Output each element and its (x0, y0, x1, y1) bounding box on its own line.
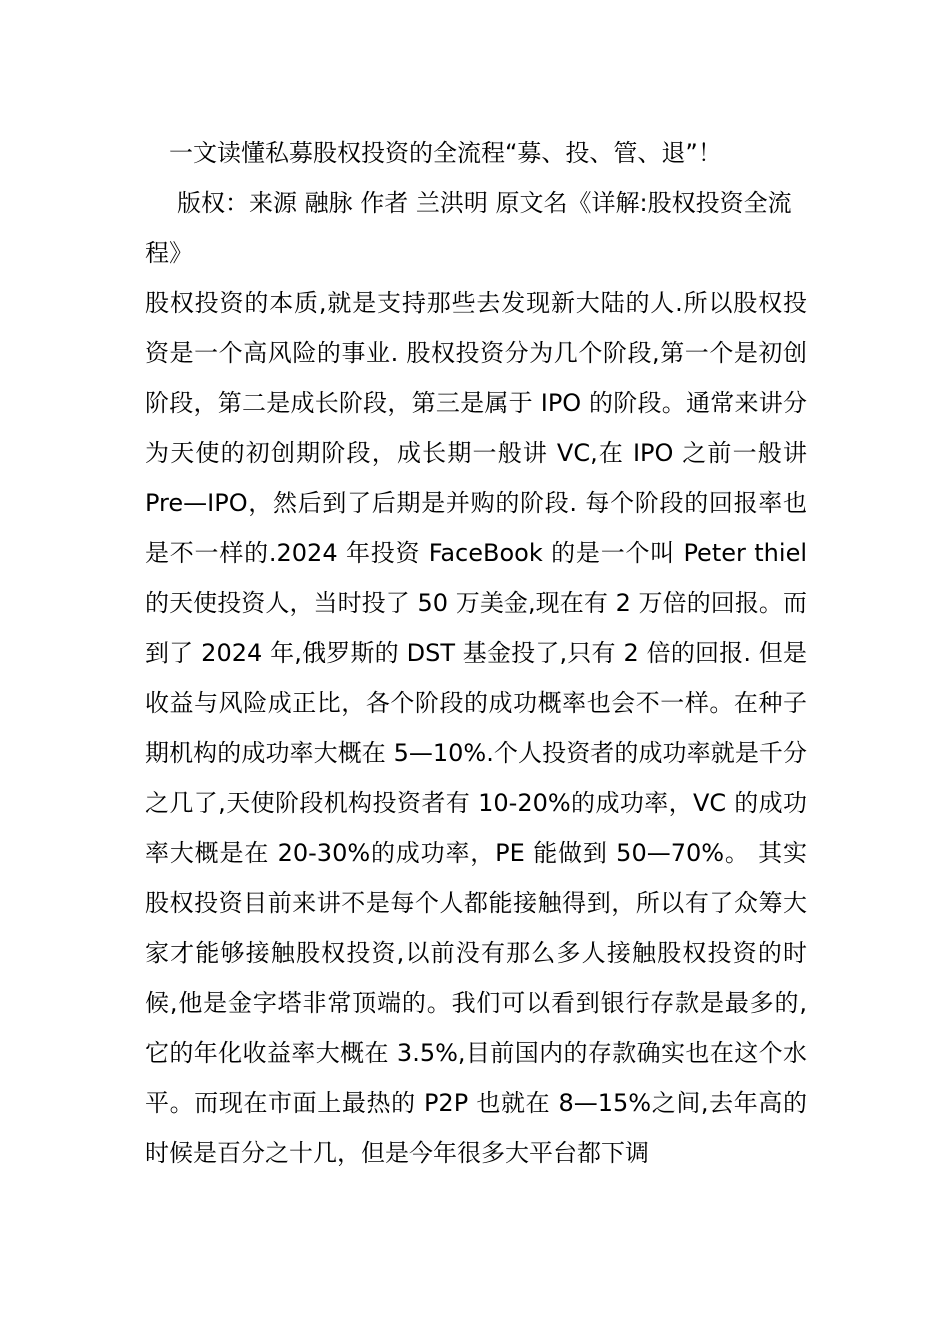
document-page (145, 128, 807, 1178)
document-title: 一文读懂私募股权投资的全流程“募、投、管、退”！ (169, 139, 722, 167)
body-paragraph: 股权投资的本质,就是支持那些去发现新大陆的人.所以股权投资是一个高风险的事业. 股权投资分为几个阶段,第一个是初创阶段，第二是成长阶段，第三是属于 IPO 的阶段。通常来讲分为天使的初创期阶段，成长期一般讲 VC,在 IPO 之前一般讲 Pre—IPO，然后到了后期是并购的阶段. 每个阶段的回报率也是不一样的.2024 年投资 FaceBook 的是一个叫 Peter thiel 的天使投资人，当时投了 50 万美金,现在有 2 万倍的回报。而到了 2024 年,俄罗斯的 DST 基金投了,只有 2 倍的回报. 但是收益与风险成正比，各个阶段的成功概率也会不一样。在种子期机构的成功率大概在 5—10%.个人投资者的成功率就是千分之几了,天使阶段机构投资者有 10-20%的成功率，VC 的成功率大概是在 20-30%的成功率，PE 能做到 50—70%。 其实股权投资目前来讲不是每个人都能接触得到，所以有了众筹大家才能够接触股权投资,以前没有那么多人接触股权投资的时候,他是金字塔非常顶端的。我们可以看到银行存款是最多的,它的年化收益率大概在 3.5%,目前国内的存款确实也在这个水平。而现在市面上最热的 P2P 也就在 8—15%之间,去年高的时候是百分之十几，但是今年很多大平台都下调 (145, 289, 807, 1167)
copyright-source-line: 版权：来源 融脉 作者 兰洪明 原文名《详解:股权投资全流程》 (145, 189, 792, 267)
